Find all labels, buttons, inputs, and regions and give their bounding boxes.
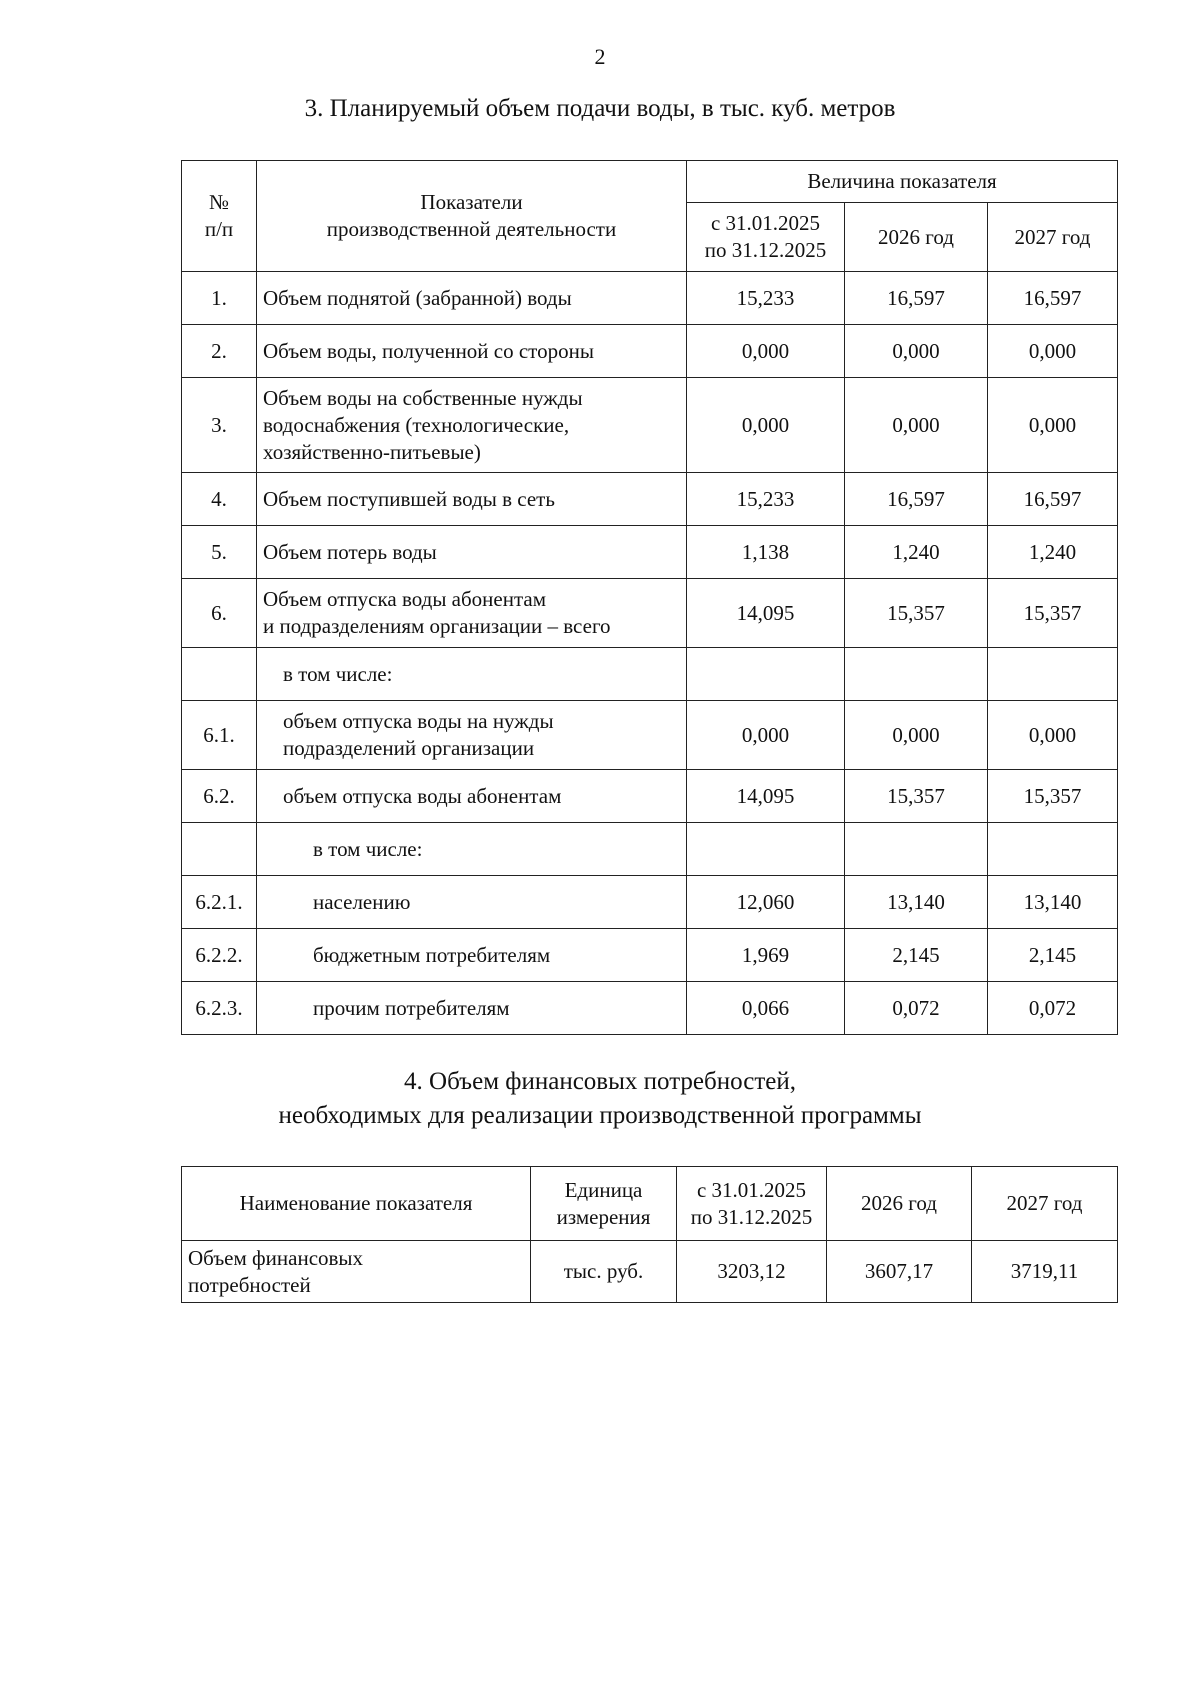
table-row	[182, 823, 1118, 876]
row-value-2027	[988, 823, 1118, 876]
row-number: 6.1.	[182, 701, 257, 770]
row-number: 5.	[182, 526, 257, 579]
row-indicator-name	[257, 325, 687, 378]
water-supply-table	[181, 160, 1118, 1035]
row-indicator-name	[257, 378, 687, 473]
section-4-title-line2: необходимых для реализации производственной программы	[278, 1102, 922, 1129]
cell-text-line: подразделений организации	[283, 736, 535, 760]
row-number: 4.	[182, 473, 257, 526]
fin-row-value-2027: 3719,11	[972, 1241, 1118, 1303]
cell-text-line: Объем потерь воды	[263, 539, 437, 564]
table-row	[182, 272, 1118, 325]
fin-header-name	[182, 1167, 531, 1241]
cell-text-line: потребностей	[188, 1272, 311, 1297]
row-value-2026	[845, 648, 988, 701]
cell-text-line: в том числе:	[313, 836, 423, 861]
row-value-2025: 0,000	[687, 378, 845, 473]
cell-text-line: и подразделениям организации – всего	[263, 614, 611, 638]
row-indicator-name	[257, 876, 687, 929]
cell-text-line: Объем финансовых	[188, 1245, 364, 1270]
row-value-2025: 12,060	[687, 876, 845, 929]
cell-text-line: с 31.01.2025	[710, 211, 821, 235]
cell-text-line: Наименование показателя	[239, 1191, 473, 1215]
row-number: 6.2.1.	[182, 876, 257, 929]
cell-text-line: измерения	[556, 1204, 651, 1229]
row-number: 2.	[182, 325, 257, 378]
header-number	[182, 161, 257, 272]
page-number: 2	[594, 44, 606, 69]
table-row	[182, 325, 1118, 378]
cell-text-line: Объем отпуска воды абонентам	[263, 587, 547, 611]
row-value-2025: 15,233	[687, 473, 845, 526]
cell-text-line: производственной деятельности	[326, 217, 617, 241]
row-value-2025: 0,000	[687, 701, 845, 770]
row-value-2026: 2,145	[845, 929, 988, 982]
cell-text-line: №	[208, 190, 230, 214]
cell-text-line: Объем поднятой (забранной) воды	[263, 285, 572, 310]
cell-text-line: с 31.01.2025	[696, 1177, 807, 1202]
fin-row-name	[182, 1241, 531, 1303]
cell-text-line: 2026 год	[878, 224, 954, 249]
fin-header-period-2027	[972, 1167, 1118, 1241]
fin-row-unit: тыс. руб.	[531, 1241, 677, 1303]
row-value-2026: 0,000	[845, 325, 988, 378]
row-number: 6.2.2.	[182, 929, 257, 982]
row-number	[182, 823, 257, 876]
table-row	[182, 876, 1118, 929]
row-indicator-name	[257, 982, 687, 1035]
row-value-2027: 0,000	[988, 701, 1118, 770]
cell-text-line: 2027 год	[1014, 224, 1091, 249]
row-indicator-name	[257, 272, 687, 325]
header-value-group: Величина показателя	[687, 161, 1118, 203]
cell-text-line: хозяйственно-питьевые)	[263, 439, 481, 464]
row-value-2026: 0,000	[845, 378, 988, 473]
table-row	[182, 648, 1118, 701]
cell-text-line: по 31.12.2025	[690, 1204, 813, 1229]
row-value-2026: 15,357	[845, 579, 988, 648]
row-number: 1.	[182, 272, 257, 325]
cell-text-line: 2027 год	[1006, 1191, 1083, 1215]
row-value-2027: 1,240	[988, 526, 1118, 579]
table-row	[182, 929, 1118, 982]
row-indicator-name	[257, 701, 687, 770]
row-indicator-name	[257, 770, 687, 823]
row-indicator-name	[257, 929, 687, 982]
row-value-2027	[988, 648, 1118, 701]
fin-header-unit	[531, 1167, 677, 1241]
row-indicator-name	[257, 526, 687, 579]
row-value-2027: 0,000	[988, 325, 1118, 378]
row-value-2027: 16,597	[988, 473, 1118, 526]
row-value-2027: 0,000	[988, 378, 1118, 473]
table-row	[182, 473, 1118, 526]
cell-text-line: Единица	[564, 1177, 643, 1202]
row-value-2025: 1,969	[687, 929, 845, 982]
row-value-2025: 0,066	[687, 982, 845, 1035]
cell-text-line: Объем воды на собственные нужды	[263, 385, 583, 410]
row-value-2025	[687, 648, 845, 701]
table-row	[182, 378, 1118, 473]
table-row	[182, 770, 1118, 823]
fin-header-period-2026	[827, 1167, 972, 1241]
row-indicator-name	[257, 579, 687, 648]
row-value-2025: 15,233	[687, 272, 845, 325]
cell-text-line: Показатели	[420, 190, 523, 214]
cell-text-line: бюджетным потребителям	[313, 942, 551, 967]
row-indicator-name	[257, 823, 687, 876]
table-row	[182, 982, 1118, 1035]
cell-text-line: объем отпуска воды на нужды	[283, 709, 554, 733]
row-value-2025	[687, 823, 845, 876]
row-number	[182, 648, 257, 701]
cell-text-line: населению	[313, 889, 411, 914]
row-value-2027: 13,140	[988, 876, 1118, 929]
header-period-2027	[988, 203, 1118, 272]
row-value-2026: 13,140	[845, 876, 988, 929]
row-value-2026: 16,597	[845, 473, 988, 526]
row-value-2026: 0,072	[845, 982, 988, 1035]
row-value-2026	[845, 823, 988, 876]
row-value-2027: 16,597	[988, 272, 1118, 325]
row-value-2027: 15,357	[988, 770, 1118, 823]
fin-row-value-2026: 3607,17	[827, 1241, 972, 1303]
fin-row-value-2025: 3203,12	[677, 1241, 827, 1303]
row-value-2027: 15,357	[988, 579, 1118, 648]
table-row	[182, 701, 1118, 770]
section-4-title-line1: 4. Объем финансовых потребностей,	[404, 1068, 796, 1095]
table-row	[182, 579, 1118, 648]
row-value-2025: 0,000	[687, 325, 845, 378]
cell-text-line: в том числе:	[283, 661, 393, 686]
row-indicator-name	[257, 648, 687, 701]
row-value-2026: 15,357	[845, 770, 988, 823]
row-number: 6.2.3.	[182, 982, 257, 1035]
row-value-2026: 16,597	[845, 272, 988, 325]
row-number: 6.2.	[182, 770, 257, 823]
row-value-2025: 1,138	[687, 526, 845, 579]
cell-text-line: Объем поступившей воды в сеть	[263, 486, 555, 511]
row-value-2025: 14,095	[687, 770, 845, 823]
cell-text-line: 2026 год	[861, 1191, 937, 1215]
section-3-title: 3. Планируемый объем подачи воды, в тыс. куб. метров	[304, 95, 896, 122]
row-value-2025: 14,095	[687, 579, 845, 648]
cell-text-line: объем отпуска воды абонентам	[283, 783, 562, 808]
fin-header-period-2025	[677, 1167, 827, 1241]
row-value-2026: 1,240	[845, 526, 988, 579]
row-value-2026: 0,000	[845, 701, 988, 770]
header-period-2026	[845, 203, 988, 272]
cell-text-line: п/п	[204, 217, 234, 241]
row-value-2027: 0,072	[988, 982, 1118, 1035]
financial-needs-table	[181, 1166, 1118, 1303]
row-number: 3.	[182, 378, 257, 473]
cell-text-line: водоснабжения (технологические,	[263, 412, 570, 437]
header-period-2025	[687, 203, 845, 272]
cell-text-line: прочим потребителям	[313, 995, 510, 1020]
header-indicator	[257, 161, 687, 272]
table-row	[182, 526, 1118, 579]
row-indicator-name	[257, 473, 687, 526]
row-value-2027: 2,145	[988, 929, 1118, 982]
row-number: 6.	[182, 579, 257, 648]
cell-text-line: Объем воды, полученной со стороны	[263, 338, 594, 363]
cell-text-line: по 31.12.2025	[704, 238, 827, 262]
